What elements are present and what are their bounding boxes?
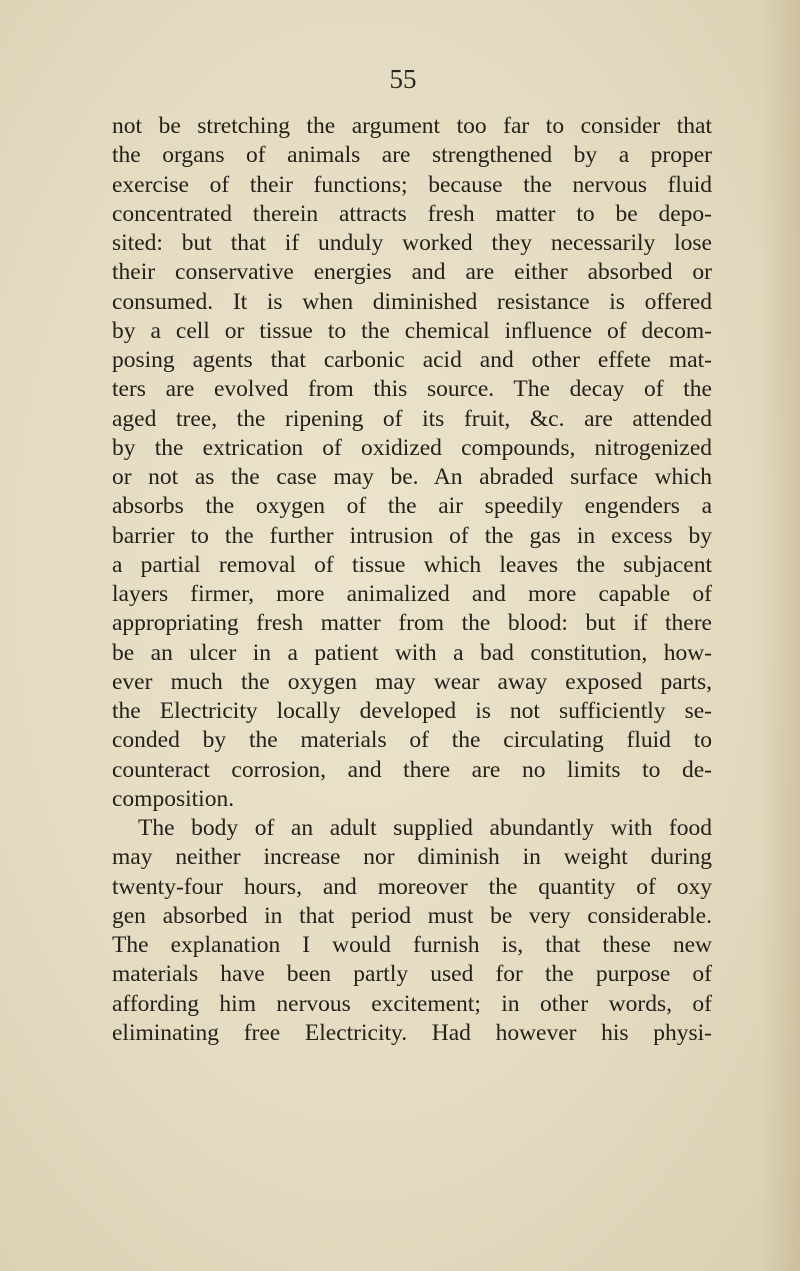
text-line: exercise of their functions; because the nervous fluid	[112, 171, 712, 198]
text-line: consumed. It is when diminished resistance is offered	[112, 288, 712, 315]
text-line: ever much the oxygen may wear away exposed parts,	[112, 668, 712, 695]
text-line: twenty-four hours, and moreover the quantity of oxy	[112, 873, 712, 900]
text-line: their conservative energies and are either absorbed or	[112, 259, 712, 286]
text-line: be an ulcer in a patient with a bad constitution, how-	[112, 639, 712, 666]
text-line: affording him nervous excitement; in other words, of	[112, 990, 712, 1017]
text-line: a partial removal of tissue which leaves the subjacent	[112, 551, 712, 578]
text-line: materials have been partly used for the purpose of	[112, 961, 712, 988]
text-line: The explanation I would furnish is, that these new	[112, 932, 712, 958]
text-line: posing agents that carbonic acid and other effete mat-	[112, 347, 712, 373]
text-line: may neither increase nor diminish in weight during	[112, 844, 712, 871]
page-number: 55	[389, 64, 417, 94]
text-line: by the extrication of oxidized compounds, nitrogenized	[112, 434, 712, 461]
text-line: ters are evolved from this source. The decay of the	[112, 376, 712, 403]
text-line: gen absorbed in that period must be very considerable.	[112, 902, 712, 929]
text-line: the organs of animals are strengthened by a proper	[112, 142, 712, 169]
text-line: sited: but that if unduly worked they necessarily lose	[112, 230, 712, 256]
text-line: by a cell or tissue to the chemical influence of decom-	[112, 317, 712, 344]
text-line: the Electricity locally developed is not sufficiently se-	[112, 698, 712, 724]
text-line: conded by the materials of the circulating fluid to	[112, 727, 712, 754]
text-line: layers firmer, more animalized and more capable of	[112, 581, 712, 607]
text-line: absorbs the oxygen of the air speedily engenders a	[112, 493, 712, 520]
paragraph-start-line: The body of an adult supplied abundantly with food	[138, 815, 712, 841]
text-line: aged tree, the ripening of its fruit, &c. are attended	[112, 405, 712, 432]
text-line: concentrated therein attracts fresh matter to be depo-	[112, 200, 712, 227]
paragraph-end-line: composition.	[112, 785, 235, 812]
text-line: or not as the case may be. An abraded surface which	[112, 464, 712, 490]
text-line: appropriating fresh matter from the blood: but if there	[112, 610, 712, 637]
page-edge-shadow	[760, 0, 800, 1271]
text-line: not be stretching the argument too far to consider that	[112, 113, 712, 139]
body-text	[112, 112, 712, 1048]
text-line: barrier to the further intrusion of the gas in excess by	[112, 522, 712, 549]
text-line: eliminating free Electricity. Had however his physi-	[112, 1019, 712, 1046]
text-line: counteract corrosion, and there are no limits to de-	[112, 756, 712, 783]
